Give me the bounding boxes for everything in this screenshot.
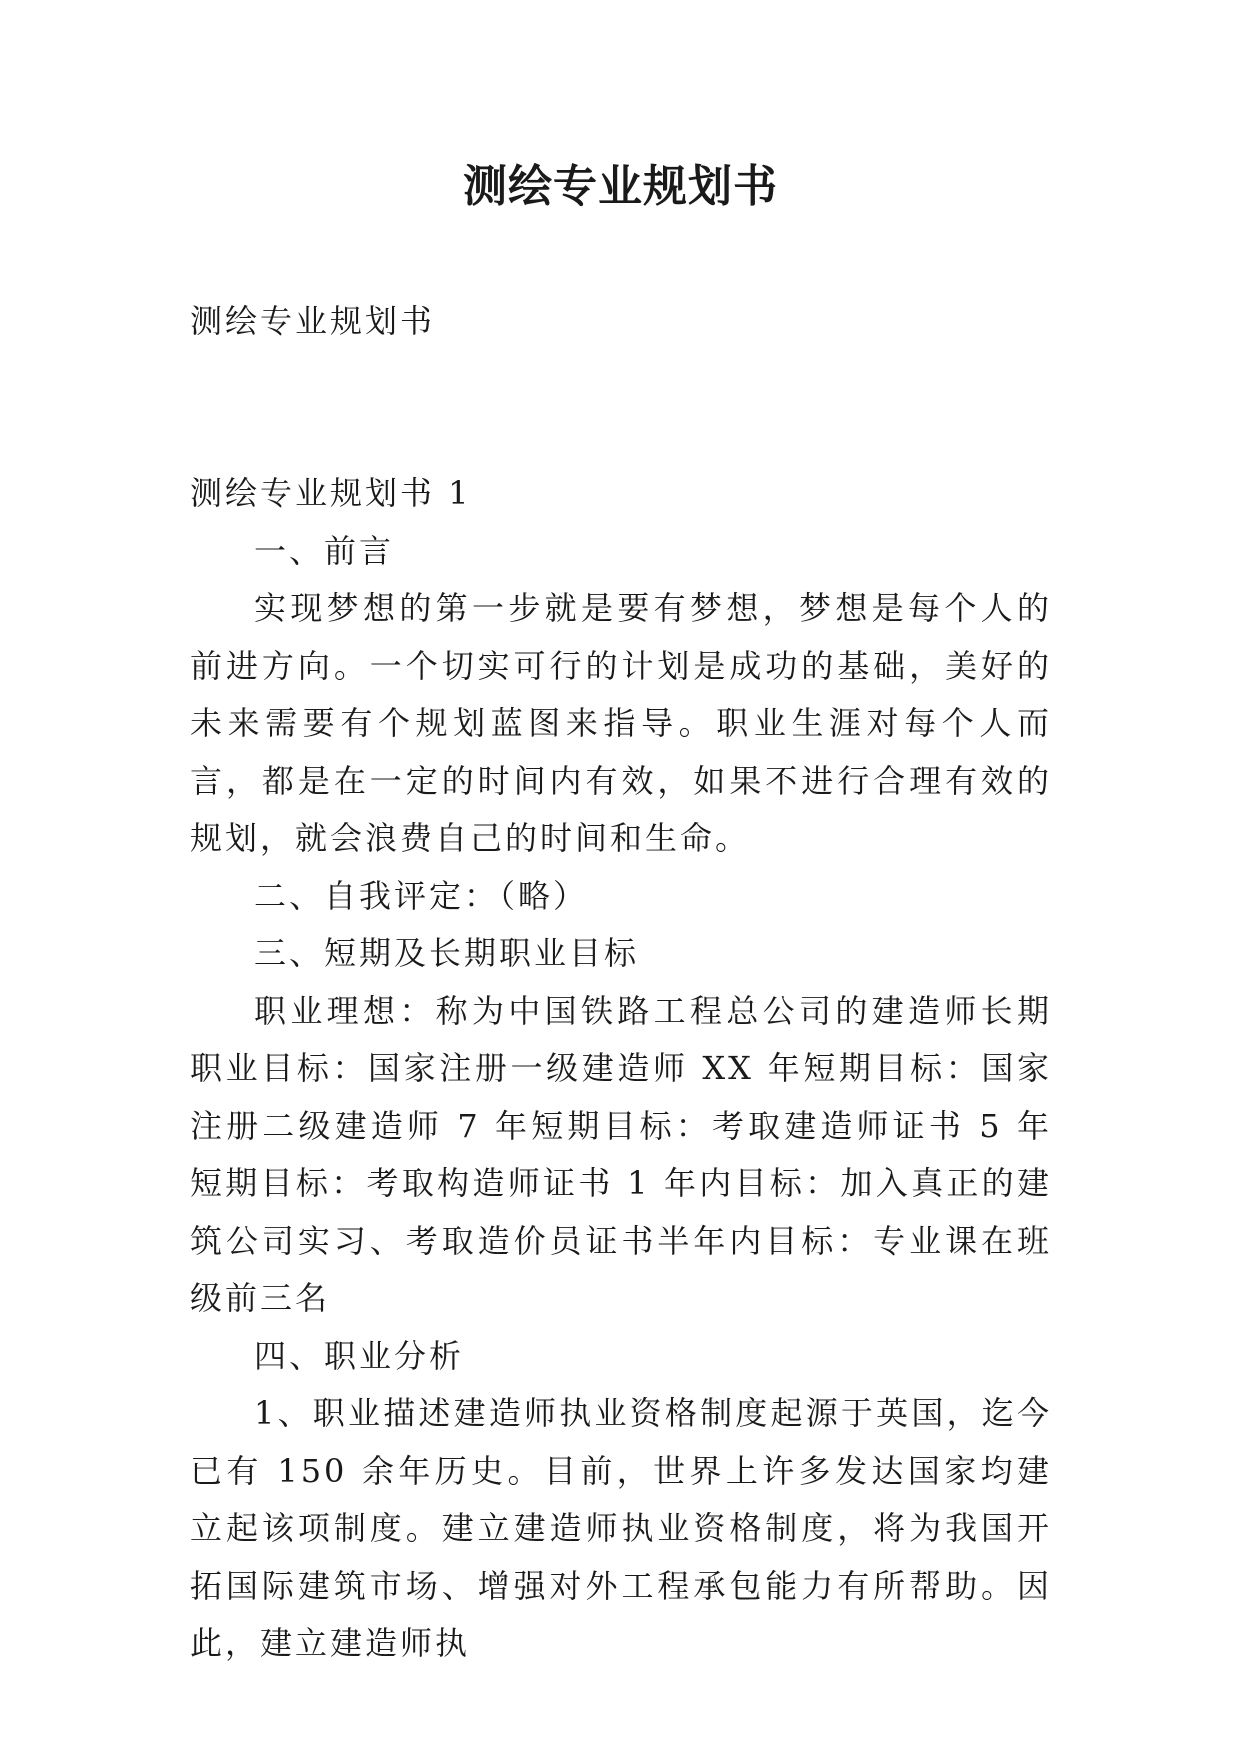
section-heading: 测绘专业规划书 1 <box>190 474 472 512</box>
document-body <box>190 465 1052 1673</box>
paragraph-career-goals: 职业理想：称为中国铁路工程总公司的建造师长期职业目标：国家注册一级建造师 XX 年短期目标：国家注册二级建造师 7 年短期目标：考取建造师证书 5 年短期目标：考取构造师证书 1 年内目标：加入真正的建筑公司实习、考取造价员证书半年内目标：专业课在班级前三名 <box>190 991 1052 1317</box>
heading-self-assessment: 二、自我评定：（略） <box>254 876 589 915</box>
document-subtitle: 测绘专业规划书 <box>190 302 436 340</box>
paragraph-preface: 实现梦想的第一步就是要有梦想，梦想是每个人的前进方向。一个切实可行的计划是成功的基础，美好的未来需要有个规划蓝图来指导。职业生涯对每个人而言，都是在一定的时间内有效，如果不进行合理有效的规划，就会浪费自己的时间和生命。 <box>190 589 1052 857</box>
paragraph-career-description: 1、职业描述建造师执业资格制度起源于英国，迄今已有 150 余年历史。目前，世界上许多发达国家均建立起该项制度。建立建造师执业资格制度，将为我国开拓国际建筑市场、增强对外工程承包能力有所帮助。因此，建立建造师执 <box>190 1394 1052 1662</box>
heading-preface: 一、前言 <box>254 531 395 570</box>
heading-career-analysis: 四、职业分析 <box>254 1336 465 1375</box>
document-title: 测绘专业规划书 <box>463 161 778 212</box>
heading-career-goals: 三、短期及长期职业目标 <box>254 934 640 972</box>
